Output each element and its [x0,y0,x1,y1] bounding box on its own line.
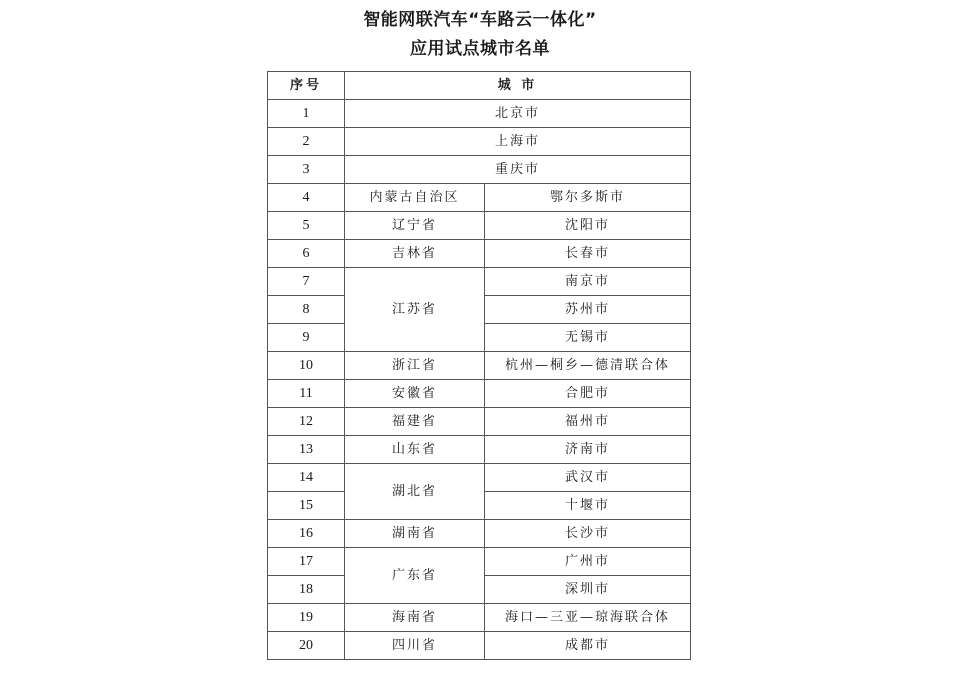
table-row [268,380,691,408]
row-index: 6 [268,240,345,268]
city-cell: 深圳市 [485,576,691,604]
province-cell: 吉林省 [345,240,485,268]
province-cell: 福建省 [345,408,485,436]
table-row [268,128,691,156]
city-cell: 北京市 [345,100,691,128]
city-cell: 沈阳市 [485,212,691,240]
table-row [268,632,691,660]
table-header-row [268,72,691,100]
city-cell: 武汉市 [485,464,691,492]
table-row [268,352,691,380]
city-cell: 鄂尔多斯市 [485,184,691,212]
province-cell: 山东省 [345,436,485,464]
row-index: 1 [268,100,345,128]
row-index: 14 [268,464,345,492]
row-index: 19 [268,604,345,632]
row-index: 17 [268,548,345,576]
province-cell: 内蒙古自治区 [345,184,485,212]
table-row [268,408,691,436]
document-subtitle: 应用试点城市名单 [410,39,550,59]
row-index: 20 [268,632,345,660]
province-cell: 辽宁省 [345,212,485,240]
city-cell: 合肥市 [485,380,691,408]
row-index: 16 [268,520,345,548]
row-index: 4 [268,184,345,212]
table-row [268,520,691,548]
row-index: 13 [268,436,345,464]
province-cell: 江苏省 [345,268,485,352]
city-cell: 重庆市 [345,156,691,184]
city-cell: 长沙市 [485,520,691,548]
header-city: 城 市 [345,72,691,100]
table-row [268,548,691,576]
table-row [268,100,691,128]
table-row [268,240,691,268]
province-cell: 浙江省 [345,352,485,380]
row-index: 7 [268,268,345,296]
province-cell: 安徽省 [345,380,485,408]
row-index: 9 [268,324,345,352]
province-cell: 海南省 [345,604,485,632]
row-index: 18 [268,576,345,604]
row-index: 8 [268,296,345,324]
row-index: 10 [268,352,345,380]
row-index: 15 [268,492,345,520]
table-row [268,436,691,464]
document-title: 智能网联汽车“车路云一体化” [363,10,597,30]
row-index: 3 [268,156,345,184]
table-row [268,184,691,212]
city-cell: 南京市 [485,268,691,296]
city-cell: 海口—三亚—琼海联合体 [485,604,691,632]
province-cell: 湖北省 [345,464,485,520]
pilot-city-table [267,71,691,660]
city-cell: 济南市 [485,436,691,464]
province-cell: 四川省 [345,632,485,660]
table-row [268,268,691,296]
header-index: 序号 [268,72,345,100]
city-cell: 无锡市 [485,324,691,352]
row-index: 2 [268,128,345,156]
row-index: 11 [268,380,345,408]
table-row [268,604,691,632]
table-row [268,156,691,184]
province-cell: 湖南省 [345,520,485,548]
city-cell: 广州市 [485,548,691,576]
province-cell: 广东省 [345,548,485,604]
city-cell: 成都市 [485,632,691,660]
city-cell: 福州市 [485,408,691,436]
city-cell: 杭州—桐乡—德清联合体 [485,352,691,380]
city-cell: 苏州市 [485,296,691,324]
row-index: 5 [268,212,345,240]
city-cell: 十堰市 [485,492,691,520]
row-index: 12 [268,408,345,436]
city-cell: 长春市 [485,240,691,268]
table-row [268,464,691,492]
table-row [268,212,691,240]
city-cell: 上海市 [345,128,691,156]
